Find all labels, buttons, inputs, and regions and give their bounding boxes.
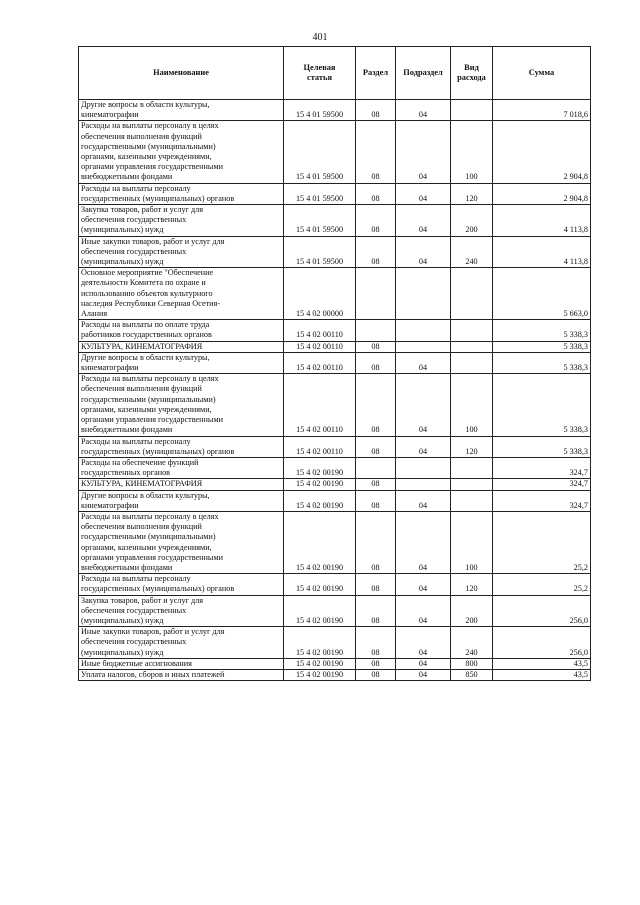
table-row	[79, 479, 591, 490]
row-section: 08	[356, 100, 396, 121]
row-amount: 43,5	[493, 669, 591, 680]
row-section: 08	[356, 352, 396, 373]
row-name: Другие вопросы в области культуры, кинематографии	[79, 352, 284, 373]
row-target-article: 15 4 02 00190	[284, 511, 356, 573]
table-row	[79, 236, 591, 268]
row-target-article: 15 4 02 00110	[284, 352, 356, 373]
row-expense-kind	[451, 341, 493, 352]
row-expense-kind: 240	[451, 627, 493, 659]
row-expense-kind: 100	[451, 374, 493, 436]
row-expense-kind	[451, 268, 493, 320]
row-subsection: 04	[396, 627, 451, 659]
row-target-article: 15 4 02 00110	[284, 341, 356, 352]
row-section	[356, 457, 396, 478]
row-subsection	[396, 457, 451, 478]
row-section: 08	[356, 669, 396, 680]
row-subsection: 04	[396, 183, 451, 204]
row-amount: 5 338,3	[493, 436, 591, 457]
row-section: 08	[356, 183, 396, 204]
row-amount: 5 338,3	[493, 341, 591, 352]
row-expense-kind: 120	[451, 574, 493, 595]
row-amount: 5 338,3	[493, 374, 591, 436]
row-section	[356, 320, 396, 341]
row-target-article: 15 4 01 59500	[284, 236, 356, 268]
row-name: Закупка товаров, работ и услуг для обеспечения государственных (муниципальных) нужд	[79, 205, 284, 237]
row-subsection: 04	[396, 100, 451, 121]
row-expense-kind	[451, 479, 493, 490]
row-subsection: 04	[396, 511, 451, 573]
row-amount: 2 904,8	[493, 183, 591, 204]
header-section: Раздел	[356, 47, 396, 100]
row-target-article: 15 4 02 00190	[284, 457, 356, 478]
row-subsection: 04	[396, 490, 451, 511]
row-section: 08	[356, 574, 396, 595]
row-expense-kind: 240	[451, 236, 493, 268]
row-section: 08	[356, 236, 396, 268]
row-subsection: 04	[396, 669, 451, 680]
row-amount: 256,0	[493, 627, 591, 659]
header-target-article: Целевая статья	[284, 47, 356, 100]
row-subsection: 04	[396, 595, 451, 627]
row-name: Другие вопросы в области культуры, кинематографии	[79, 100, 284, 121]
table-row	[79, 457, 591, 478]
header-name: Наименование	[79, 47, 284, 100]
row-target-article: 15 4 02 00110	[284, 320, 356, 341]
row-amount: 25,2	[493, 574, 591, 595]
row-target-article: 15 4 02 00000	[284, 268, 356, 320]
header-expense-kind: Вид расхода	[451, 47, 493, 100]
row-name: Расходы на выплаты персоналу государственных (муниципальных) органов	[79, 183, 284, 204]
row-amount: 4 113,8	[493, 205, 591, 237]
row-amount: 7 018,6	[493, 100, 591, 121]
row-amount: 25,2	[493, 511, 591, 573]
row-target-article: 15 4 02 00190	[284, 595, 356, 627]
row-expense-kind	[451, 490, 493, 511]
row-target-article: 15 4 02 00190	[284, 658, 356, 669]
row-section: 08	[356, 658, 396, 669]
row-subsection: 04	[396, 352, 451, 373]
row-name: Иные закупки товаров, работ и услуг для обеспечения государственных (муниципальных) нужд	[79, 236, 284, 268]
row-expense-kind: 200	[451, 595, 493, 627]
row-amount: 4 113,8	[493, 236, 591, 268]
table-row	[79, 595, 591, 627]
row-amount: 43,5	[493, 658, 591, 669]
row-expense-kind: 120	[451, 436, 493, 457]
row-subsection: 04	[396, 236, 451, 268]
row-expense-kind	[451, 100, 493, 121]
row-name: КУЛЬТУРА, КИНЕМАТОГРАФИЯ	[79, 341, 284, 352]
row-amount: 2 904,8	[493, 121, 591, 183]
row-name: Расходы на выплаты персоналу в целях обеспечения выполнения функций государственными (муниципальными) органами, казенными учреждениями, органами управления государственными внебюджетными фондами	[79, 121, 284, 183]
row-name: Расходы на выплаты по оплате труда работников государственных органов	[79, 320, 284, 341]
row-subsection	[396, 479, 451, 490]
row-name: Расходы на выплаты персоналу государственных (муниципальных) органов	[79, 574, 284, 595]
row-section: 08	[356, 511, 396, 573]
row-name: Расходы на выплаты персоналу в целях обеспечения выполнения функций государственными (муниципальными) органами, казенными учреждениями, органами управления государственными внебюджетными фондами	[79, 511, 284, 573]
table-row	[79, 268, 591, 320]
row-section: 08	[356, 490, 396, 511]
table-row	[79, 374, 591, 436]
row-target-article: 15 4 01 59500	[284, 183, 356, 204]
row-expense-kind: 200	[451, 205, 493, 237]
table-row	[79, 100, 591, 121]
header-amount: Сумма	[493, 47, 591, 100]
row-section: 08	[356, 595, 396, 627]
row-section	[356, 268, 396, 320]
row-target-article: 15 4 02 00190	[284, 669, 356, 680]
row-target-article: 15 4 02 00110	[284, 374, 356, 436]
row-expense-kind	[451, 352, 493, 373]
row-subsection	[396, 341, 451, 352]
row-section: 08	[356, 627, 396, 659]
row-subsection	[396, 320, 451, 341]
row-target-article: 15 4 02 00190	[284, 574, 356, 595]
table-row	[79, 183, 591, 204]
row-expense-kind: 100	[451, 121, 493, 183]
row-subsection: 04	[396, 121, 451, 183]
row-name: Другие вопросы в области культуры, кинематографии	[79, 490, 284, 511]
table-row	[79, 205, 591, 237]
row-expense-kind	[451, 320, 493, 341]
row-amount: 324,7	[493, 490, 591, 511]
row-target-article: 15 4 01 59500	[284, 121, 356, 183]
row-subsection: 04	[396, 205, 451, 237]
row-section: 08	[356, 121, 396, 183]
row-subsection: 04	[396, 436, 451, 457]
row-expense-kind: 850	[451, 669, 493, 680]
row-expense-kind	[451, 457, 493, 478]
row-name: Иные закупки товаров, работ и услуг для обеспечения государственных (муниципальных) нужд	[79, 627, 284, 659]
header-subsection: Подраздел	[396, 47, 451, 100]
row-target-article: 15 4 02 00110	[284, 436, 356, 457]
row-subsection: 04	[396, 574, 451, 595]
table-row	[79, 341, 591, 352]
row-name: Расходы на выплаты персоналу государственных (муниципальных) органов	[79, 436, 284, 457]
row-amount: 5 338,3	[493, 352, 591, 373]
row-section: 08	[356, 341, 396, 352]
table-row	[79, 511, 591, 573]
table-row	[79, 574, 591, 595]
header-row	[79, 47, 591, 100]
row-amount: 324,7	[493, 479, 591, 490]
page-number: 401	[312, 32, 328, 43]
row-name: Расходы на обеспечение функций государственных органов	[79, 457, 284, 478]
row-target-article: 15 4 02 00190	[284, 479, 356, 490]
row-expense-kind: 800	[451, 658, 493, 669]
table-row	[79, 436, 591, 457]
row-expense-kind: 100	[451, 511, 493, 573]
row-name: Уплата налогов, сборов и иных платежей	[79, 669, 284, 680]
row-name: Закупка товаров, работ и услуг для обеспечения государственных (муниципальных) нужд	[79, 595, 284, 627]
row-section: 08	[356, 479, 396, 490]
row-target-article: 15 4 02 00190	[284, 627, 356, 659]
table-row	[79, 627, 591, 659]
row-section: 08	[356, 436, 396, 457]
table-row	[79, 320, 591, 341]
table-row	[79, 352, 591, 373]
row-name: КУЛЬТУРА, КИНЕМАТОГРАФИЯ	[79, 479, 284, 490]
row-subsection	[396, 268, 451, 320]
table-row	[79, 490, 591, 511]
table-row	[79, 669, 591, 680]
row-name: Расходы на выплаты персоналу в целях обеспечения выполнения функций государственными (муниципальными) органами, казенными учреждениями, органами управления государственными внебюджетными фондами	[79, 374, 284, 436]
row-name: Иные бюджетные ассигнования	[79, 658, 284, 669]
row-amount: 5 663,0	[493, 268, 591, 320]
table-row	[79, 121, 591, 183]
row-name: Основное мероприятие "Обеспечение деятельности Комитета по охране и использованию объектов культурного наследия Республики Северная Осетия- Алания	[79, 268, 284, 320]
table-row	[79, 658, 591, 669]
row-section: 08	[356, 374, 396, 436]
row-target-article: 15 4 02 00190	[284, 490, 356, 511]
budget-table	[78, 46, 591, 681]
row-section: 08	[356, 205, 396, 237]
row-target-article: 15 4 01 59500	[284, 100, 356, 121]
row-expense-kind: 120	[451, 183, 493, 204]
row-amount: 5 338,3	[493, 320, 591, 341]
row-subsection: 04	[396, 658, 451, 669]
row-amount: 324,7	[493, 457, 591, 478]
row-amount: 256,0	[493, 595, 591, 627]
row-target-article: 15 4 01 59500	[284, 205, 356, 237]
row-subsection: 04	[396, 374, 451, 436]
